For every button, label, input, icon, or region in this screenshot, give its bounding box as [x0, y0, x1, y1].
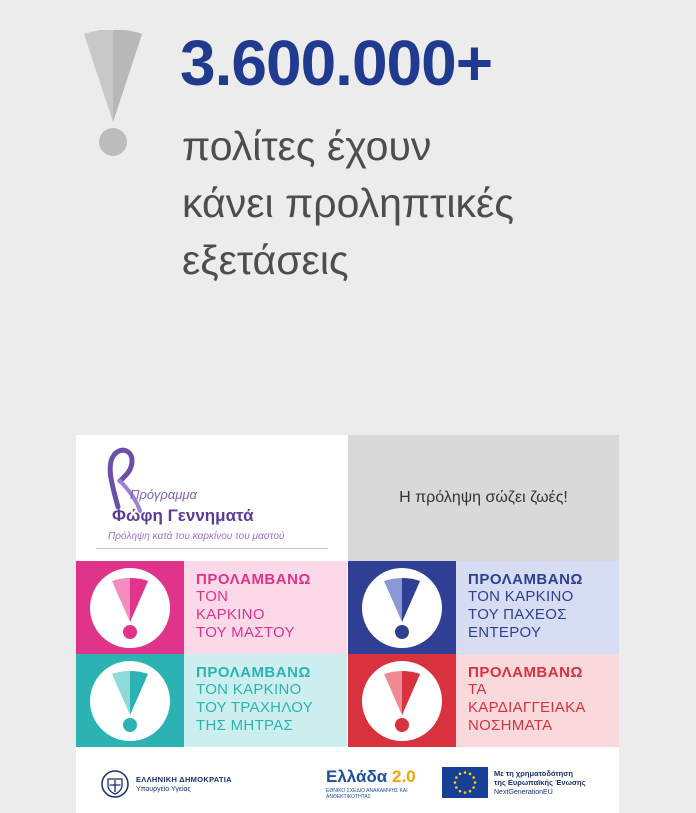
- tile-colon-cancer: [348, 561, 619, 654]
- eu-star: [454, 781, 457, 784]
- tile-title: ΠΡΟΛΑΜΒΑΝΩ: [468, 571, 583, 588]
- eu-star: [464, 791, 467, 794]
- eu-star: [455, 776, 458, 779]
- tile-icon-box: [76, 561, 184, 654]
- tile-cardiovascular: [348, 654, 619, 747]
- tile-line: ΕΝΤΕΡΟΥ: [468, 624, 542, 641]
- eu-funding-text: [494, 769, 619, 796]
- eu-line: της Ευρωπαϊκής Ένωσης: [494, 778, 586, 787]
- eu-star: [455, 786, 458, 789]
- eu-star: [459, 773, 462, 776]
- exclamation-icon: [82, 30, 144, 160]
- tile-line: ΤΑ: [468, 681, 487, 698]
- slogan-panel: [348, 435, 619, 561]
- tile-line: ΤΟΝ ΚΑΡΚΙΝΟ: [468, 588, 574, 605]
- gov-ministry: Υπουργείο Υγείας: [136, 786, 191, 793]
- eu-line: Με τη χρηματοδότηση: [494, 769, 573, 778]
- tile-circle: [362, 568, 442, 648]
- exclamation-icon: [382, 671, 422, 733]
- greece-2-subtitle: ΕΘΝΙΚΟ ΣΧΕΔΙΟ ΑΝΑΚΑΜΨΗΣ ΚΑΙ ΑΝΘΕΚΤΙΚΟΤΗΤΑΣ: [326, 788, 408, 800]
- tile-circle: [90, 661, 170, 741]
- tile-text: [456, 654, 619, 747]
- tile-text: [456, 561, 619, 654]
- tile-line: ΝΟΣΗΜΑΤΑ: [468, 717, 553, 734]
- tile-cervical-cancer: [76, 654, 347, 747]
- tile-text: [184, 654, 347, 747]
- tile-title: ΠΡΟΛΑΜΒΑΝΩ: [468, 664, 583, 681]
- slogan-text: Η πρόληψη σώζει ζωές!: [399, 489, 568, 506]
- tile-text: [184, 561, 347, 654]
- eu-star: [472, 786, 475, 789]
- greece-2-title: Ελλάδα 2.0: [326, 767, 416, 786]
- tile-line: ΚΑΡΚΙΝΟ: [196, 606, 265, 623]
- exclamation-icon: [110, 671, 150, 733]
- greece-2-version: 2.0: [392, 767, 416, 786]
- eu-star: [469, 790, 472, 793]
- stat-number: 3.600.000+: [180, 27, 493, 99]
- tile-circle: [362, 661, 442, 741]
- exclamation-icon: [110, 578, 150, 640]
- gov-text: [136, 775, 232, 793]
- exclamation-icon: [382, 578, 422, 640]
- tile-line: ΚΑΡΔΙΑΓΓΕΙΑΚΑ: [468, 699, 586, 716]
- divider: [96, 548, 328, 549]
- logo-program: Πρόγραμμα: [130, 487, 197, 502]
- eu-star: [474, 781, 477, 784]
- tile-icon-box: [348, 561, 456, 654]
- tile-icon-box: [348, 654, 456, 747]
- tile-line: ΤΟΥ ΜΑΣΤΟΥ: [196, 624, 295, 641]
- eu-star: [472, 776, 475, 779]
- tile-line: ΤΟΥ ΤΡΑΧΗΛΟΥ: [196, 699, 314, 716]
- gov-title: ΕΛΛΗΝΙΚΗ ΔΗΜΟΚΡΑΤΙΑ: [136, 775, 232, 784]
- eu-star: [469, 773, 472, 776]
- tile-title: ΠΡΟΛΑΜΒΑΝΩ: [196, 664, 311, 681]
- stat-line: εξετάσεις: [182, 237, 349, 283]
- tile-line: ΤΟΝ ΚΑΡΚΙΝΟ: [196, 681, 302, 698]
- tile-breast-cancer: [76, 561, 347, 654]
- ribbon-icon: [102, 445, 150, 515]
- sponsor-footer: [76, 747, 619, 813]
- program-card: [76, 435, 619, 813]
- eu-star: [464, 771, 467, 774]
- eu-star: [459, 790, 462, 793]
- logo-name: Φώφη Γεννηματά: [112, 506, 254, 525]
- tile-line: ΤΟΝ: [196, 588, 229, 605]
- tile-line: ΤΟΥ ΠΑΧΕΟΣ: [468, 606, 567, 623]
- stat-line: κάνει προληπτικές: [182, 180, 515, 226]
- tile-circle: [90, 568, 170, 648]
- eu-line: NextGenerationEU: [494, 789, 553, 796]
- stat-description: [182, 118, 514, 289]
- tile-title: ΠΡΟΛΑΜΒΑΝΩ: [196, 571, 311, 588]
- tile-icon-box: [76, 654, 184, 747]
- eu-flag-icon: [442, 767, 488, 798]
- greece-2-logo: [326, 767, 426, 800]
- logo-tagline: Πρόληψη κατά του καρκίνου του μαστού: [108, 531, 285, 542]
- tile-line: ΤΗΣ ΜΗΤΡΑΣ: [196, 717, 294, 734]
- greek-emblem-icon: [100, 769, 130, 799]
- program-logo: [76, 435, 348, 561]
- stat-line: πολίτες έχουν: [182, 123, 432, 169]
